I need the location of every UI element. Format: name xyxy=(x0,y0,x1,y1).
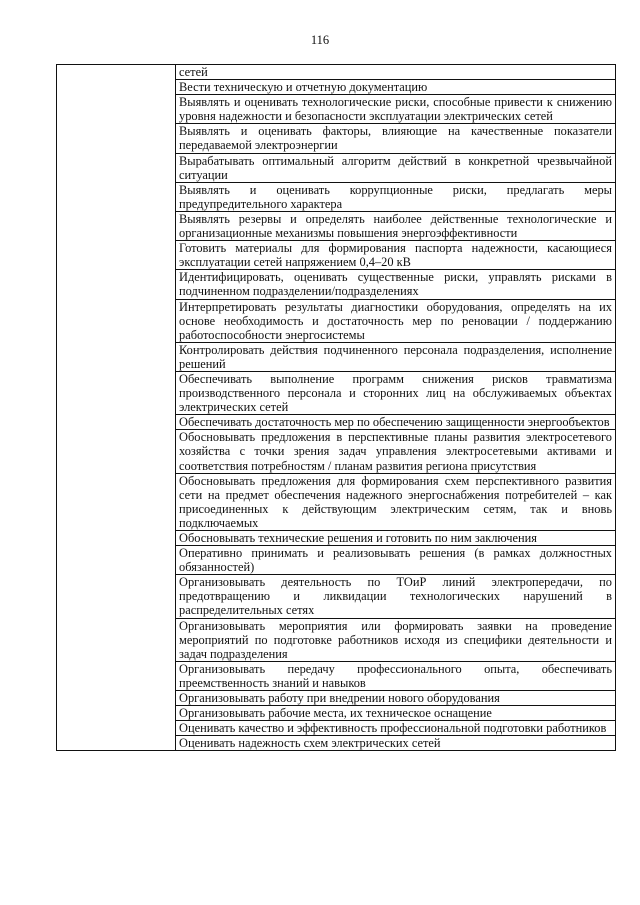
skill-cell: Выявлять и оценивать коррупционные риски, предлагать меры предупредительного характера xyxy=(176,182,616,211)
skill-cell: Организовывать передачу профессионального опыта, обеспечивать преемственность знаний и навыков xyxy=(176,661,616,690)
skill-cell: Обеспечивать выполнение программ снижения рисков травматизма производственного персонала и сторонних лиц на обслуживаемых объектах электрических сетей xyxy=(176,371,616,414)
skill-cell: Обосновывать технические решения и готовить по ним заключения xyxy=(176,531,616,546)
skill-cell: Контролировать действия подчиненного персонала подразделения, исполнение решений xyxy=(176,342,616,371)
skill-cell: Обеспечивать достаточность мер по обеспечению защищенности энергообъектов xyxy=(176,415,616,430)
skill-cell: Идентифицировать, оценивать существенные риски, управлять рисками в подчиненном подразделении/подразделениях xyxy=(176,270,616,299)
skill-cell: Оценивать надежность схем электрических сетей xyxy=(176,736,616,751)
skill-cell: Организовывать работу при внедрении нового оборудования xyxy=(176,691,616,706)
page-number: 116 xyxy=(310,33,330,47)
skill-cell: Организовывать мероприятия или формировать заявки на проведение мероприятий по подготовке работников исходя из специфики деятельности и задач подразделения xyxy=(176,618,616,661)
skill-cell: Оперативно принимать и реализовывать решения (в рамках должностных обязанностей) xyxy=(176,546,616,575)
skill-cell: Организовывать рабочие места, их техническое оснащение xyxy=(176,706,616,721)
skill-cell: Обосновывать предложения в перспективные планы развития электросетевого хозяйства с точки зрения задач управления электросетевыми активами и соответствия потребностям / планам развития региона присутствия xyxy=(176,430,616,473)
empty-left-cell xyxy=(57,65,176,751)
skill-cell: Организовывать деятельность по ТОиР линий электропередачи, по предотвращению и ликвидации технологических нарушений в распределительных сетях xyxy=(176,575,616,618)
skill-cell: сетей xyxy=(176,65,616,80)
skill-cell: Выявлять и оценивать технологические риски, способные привести к снижению уровня надежности и безопасности эксплуатации электрических сетей xyxy=(176,95,616,124)
table-row xyxy=(57,65,616,80)
skill-cell: Готовить материалы для формирования паспорта надежности, касающиеся эксплуатации сетей напряжением 0,4–20 кВ xyxy=(176,241,616,270)
competency-table xyxy=(56,64,616,751)
skill-cell: Вести техническую и отчетную документацию xyxy=(176,80,616,95)
skill-cell: Интерпретировать результаты диагностики оборудования, определять на их основе необходимость и достаточность мер по реновации / поддержанию работоспособности энергосистемы xyxy=(176,299,616,342)
skill-cell: Вырабатывать оптимальный алгоритм действий в конкретной чрезвычайной ситуации xyxy=(176,153,616,182)
skill-cell: Выявлять и оценивать факторы, влияющие на качественные показатели передаваемой электроэнергии xyxy=(176,124,616,153)
skill-cell: Обосновывать предложения для формирования схем перспективного развития сети на предмет обеспечения надежного энергоснабжения потребителей – как присоединенных к действующим электрическим сетям, так и вновь подключаемых xyxy=(176,473,616,530)
skill-cell: Оценивать качество и эффективность профессиональной подготовки работников xyxy=(176,721,616,736)
skill-cell: Выявлять резервы и определять наиболее действенные технологические и организационные механизмы повышения энергоэффективности xyxy=(176,211,616,240)
